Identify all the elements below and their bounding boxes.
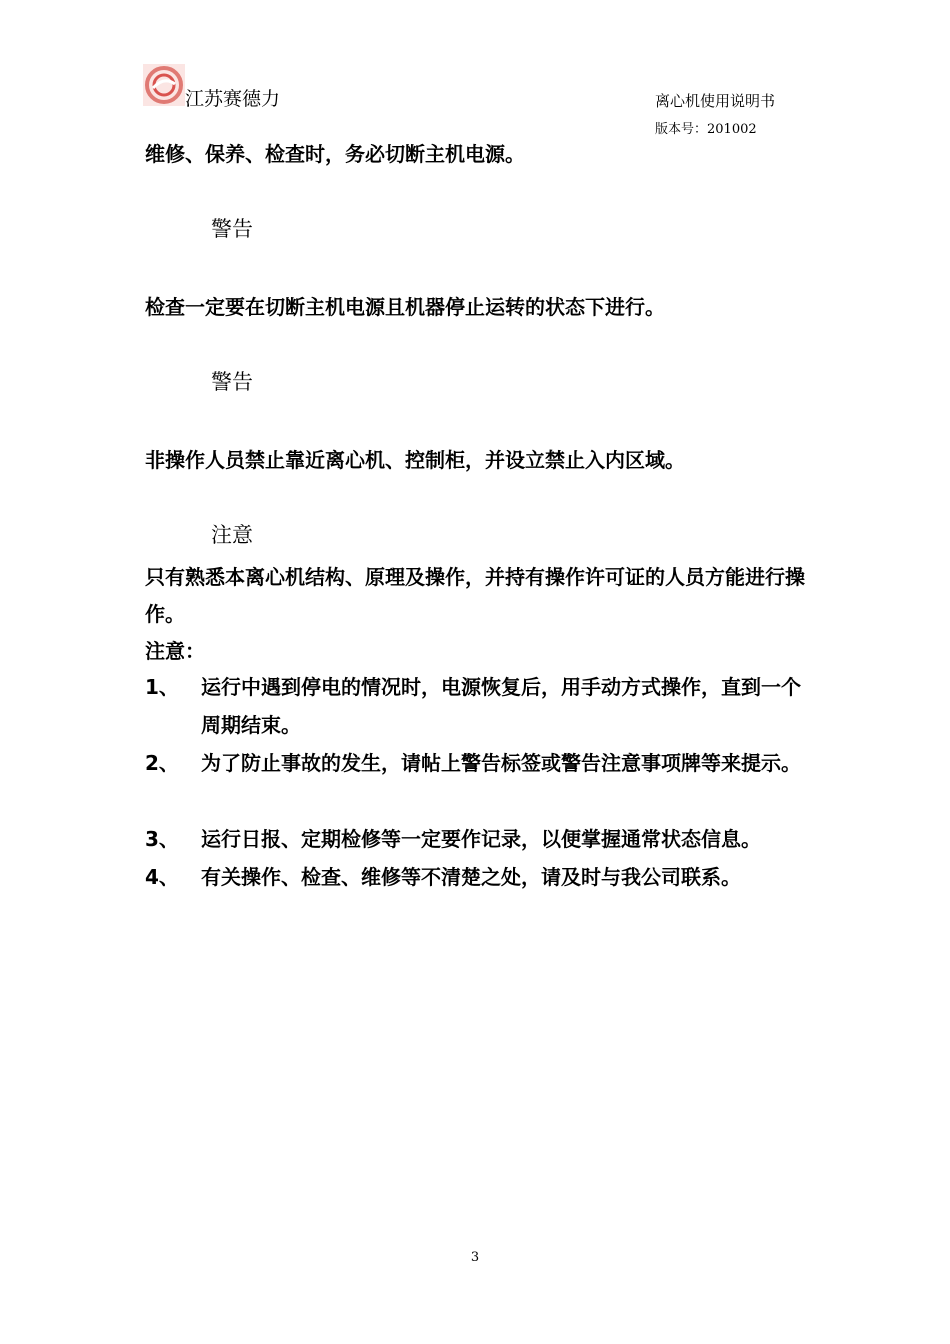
list-item-text: 有关操作、检查、维修等不清楚之处，请及时与我公司联系。 [201, 865, 741, 889]
maintenance-instruction: 维修、保养、检查时，务必切断主机电源。 [145, 142, 525, 166]
warning-label: 警告 [211, 370, 253, 394]
list-item-text: 运行中遇到停电的情况时，电源恢复后，用手动方式操作，直到一个周期结束。 [201, 675, 801, 737]
document-title: 离心机使用说明书 [655, 92, 776, 110]
document-version: 版本号：201002 [655, 122, 757, 137]
list-item-text: 运行日报、定期检修等一定要作记录，以便掌握通常状态信息。 [201, 827, 761, 851]
list-item-text: 为了防止事故的发生，请帖上警告标签或警告注意事项牌等来提示。 [201, 751, 801, 775]
list-item-number: 2、 [145, 751, 179, 775]
warning-label: 警告 [211, 217, 253, 241]
notes-heading: 注意： [145, 639, 205, 663]
list-item-number: 3、 [145, 827, 179, 851]
restricted-area-instruction: 非操作人员禁止靠近离心机、控制柜，并设立禁止入内区域。 [145, 448, 685, 472]
list-item [145, 668, 815, 744]
caution-label: 注意 [211, 523, 253, 547]
company-logo [143, 64, 185, 106]
list-item [145, 744, 815, 782]
list-item [145, 858, 815, 896]
page-number: 3 [470, 1250, 480, 1265]
list-item-number: 1、 [145, 675, 179, 699]
company-name: 江苏赛德力 [185, 88, 281, 110]
list-item-number: 4、 [145, 865, 179, 889]
list-item [145, 820, 815, 858]
operator-qualification-text: 只有熟悉本离心机结构、原理及操作，并持有操作许可证的人员方能进行操作。 [145, 565, 805, 626]
inspection-instruction: 检查一定要在切断主机电源且机器停止运转的状态下进行。 [145, 295, 665, 319]
